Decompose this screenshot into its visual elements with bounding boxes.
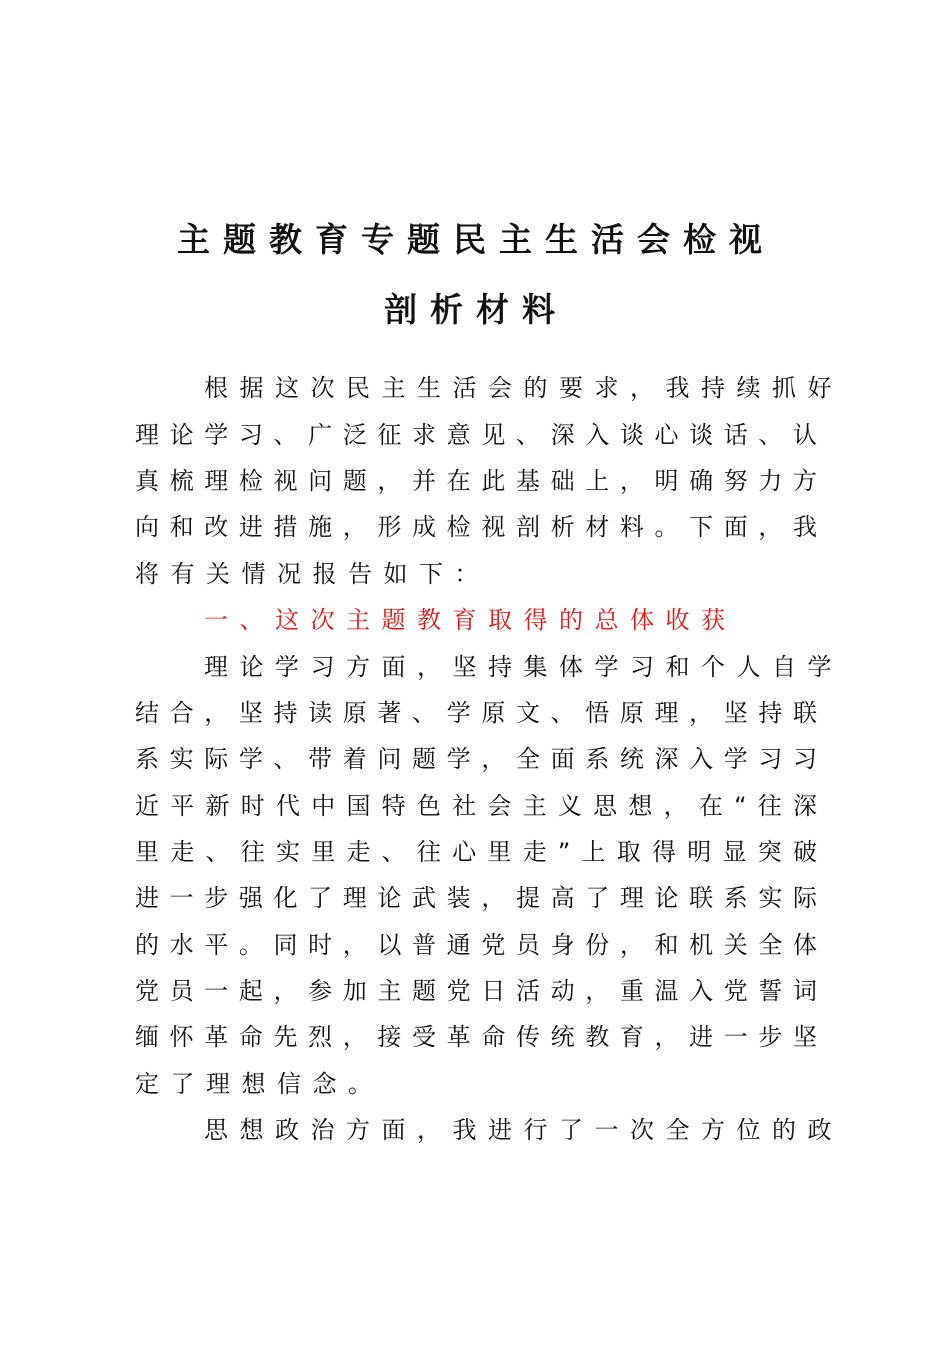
paragraph-theory-line-6: 进一步强化了理论武装，提高了理论联系实际 [135, 884, 817, 912]
paragraph-intro-line-2: 理论学习、广泛征求意见、深入谈心谈话、认 [135, 421, 817, 449]
paragraph-intro-line-5: 将有关情况报告如下： [135, 560, 490, 588]
paragraph-intro-line-1: 根据这次民主生活会的要求，我持续抓好 [204, 374, 843, 402]
paragraph-theory-line-8: 党员一起，参加主题党日活动，重温入党誓词 [135, 977, 817, 1005]
paragraph-theory-line-3: 系实际学、带着问题学，全面系统深入学习习 [135, 745, 817, 773]
paragraph-theory-line-7: 的水平。同时，以普通党员身份，和机关全体 [135, 931, 817, 959]
paragraph-intro-line-4: 向和改进措施，形成检视剖析材料。下面，我 [135, 513, 817, 541]
document-title-line-2: 剖析材料 [384, 290, 568, 329]
section-heading-1: 一、这次主题教育取得的总体收获 [204, 606, 737, 634]
document-title-line-1: 主题教育专题民主生活会检视 [177, 220, 775, 259]
paragraph-politics-line-1: 思想政治方面，我进行了一次全方位的政 [204, 1116, 843, 1144]
paragraph-theory-line-10: 定了理想信念。 [135, 1070, 384, 1098]
paragraph-theory-line-2: 结合，坚持读原著、学原文、悟原理，坚持联 [135, 699, 817, 727]
paragraph-theory-line-1: 理论学习方面，坚持集体学习和个人自学 [204, 653, 843, 681]
paragraph-theory-line-4: 近平新时代中国特色社会主义思想，在“往深 [135, 792, 817, 820]
paragraph-theory-line-9: 缅怀革命先烈，接受革命传统教育，进一步坚 [135, 1023, 817, 1051]
paragraph-intro-line-3: 真梳理检视问题，并在此基础上，明确努力方 [135, 467, 817, 495]
paragraph-theory-line-5: 里走、往实里走、往心里走”上取得明显突破 [135, 838, 817, 866]
